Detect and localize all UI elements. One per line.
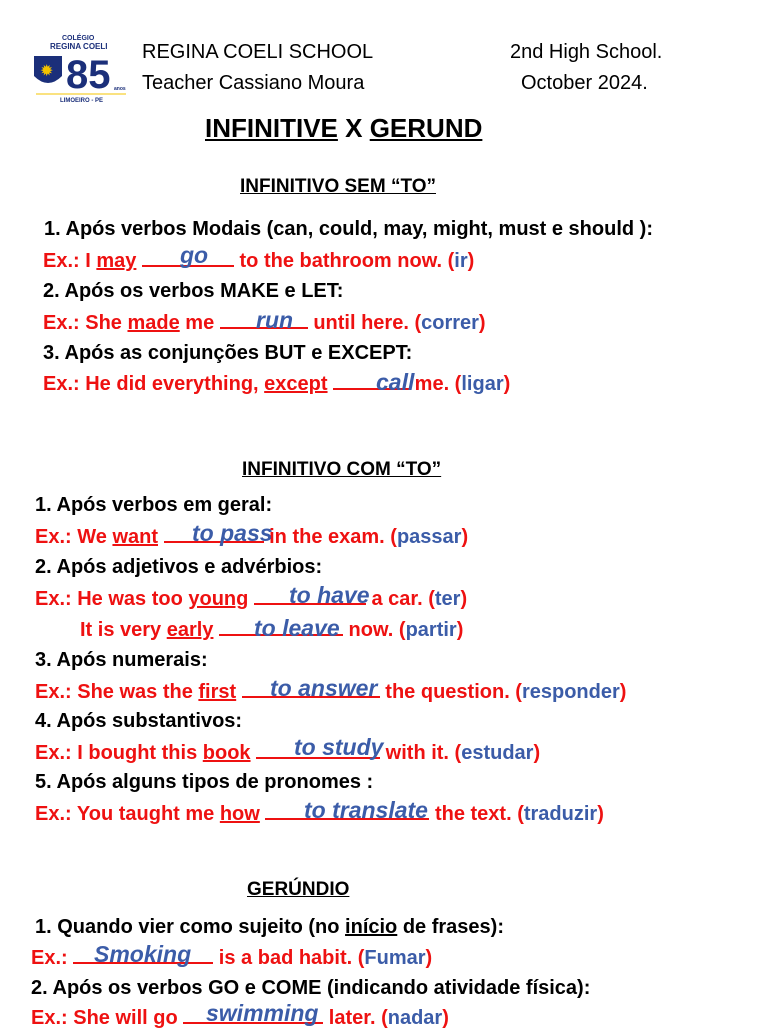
date-label: October 2024.: [521, 72, 648, 94]
rule-general-verbs: 1. Após verbos em geral:: [35, 494, 273, 516]
title-separator: X: [337, 113, 370, 143]
example-swimming: Ex.: She will go later. (nadar): [31, 1007, 449, 1029]
rule-adjectives-adverbs: 2. Após adjetivos e advérbios:: [35, 556, 323, 578]
answer-to-study: to study: [294, 734, 384, 760]
title-infinitive: INFINITIVE: [205, 113, 338, 143]
example-want: Ex.: We want in the exam. (passar): [35, 526, 469, 548]
school-name: REGINA COELI SCHOOL: [142, 41, 374, 63]
example-how: Ex.: You taught me how the text. (traduzir): [35, 803, 604, 825]
example-first: Ex.: She was the first the question. (responder): [35, 681, 627, 703]
rule-go-come: 2. Após os verbos GO e COME (indicando atividade física):: [31, 977, 591, 999]
rule-make-let: 2. Após os verbos MAKE e LET:: [43, 280, 344, 302]
answer-run: run: [256, 307, 294, 333]
rule-but-except: 3. Após as conjunções BUT e EXCEPT:: [43, 342, 413, 364]
example-may: Ex.: I may to the bathroom now. (ir): [43, 250, 475, 272]
star-icon: ✹: [40, 61, 54, 80]
answer-to-translate: to translate: [304, 797, 428, 823]
logo-anos: anos: [114, 86, 126, 92]
example-made: Ex.: She made me until here. (correr): [43, 312, 486, 334]
example-smoking: Ex.: is a bad habit. (Fumar): [31, 947, 433, 969]
answer-call: call: [376, 369, 415, 395]
logo-text-colegio: COLÉGIO: [62, 35, 95, 42]
school-logo: [32, 32, 130, 104]
example-book: Ex.: I bought this book with it. (estudar): [35, 742, 541, 764]
answer-go: go: [180, 242, 209, 268]
logo-anniversary: 85: [66, 53, 111, 97]
section-heading-infinitive-without-to: INFINITIVO SEM “TO”: [240, 176, 436, 197]
section-heading-infinitive-with-to: INFINITIVO COM “TO”: [242, 459, 442, 480]
answer-smoking: Smoking: [94, 941, 192, 967]
teacher-name: Teacher Cassiano Moura: [142, 72, 365, 94]
example-young: Ex.: He was too young a car. (ter): [35, 588, 468, 610]
answer-to-answer: to answer: [270, 675, 378, 701]
answer-to-leave: to leave: [254, 615, 340, 641]
rule-numerals: 3. Após numerais:: [35, 649, 208, 671]
example-except: Ex.: He did everything, except me. (ligar): [43, 373, 511, 395]
rule-modals: 1. Após verbos Modais (can, could, may, might, must e should ):: [44, 218, 653, 240]
answer-to-have: to have: [289, 582, 370, 608]
logo-city: LIMOEIRO - PE: [60, 98, 104, 104]
section-heading-gerund: GERÚNDIO: [247, 879, 350, 900]
grade-label: 2nd High School.: [510, 41, 663, 63]
page-title: [205, 113, 482, 144]
rule-subject: 1. Quando vier como sujeito (no início de frases):: [35, 916, 504, 938]
rule-pronouns: 5. Após alguns tipos de pronomes :: [35, 771, 374, 793]
title-gerund: GERUND: [369, 113, 483, 143]
answer-swimming: swimming: [206, 1000, 319, 1026]
example-early: It is very early now. (partir): [80, 619, 464, 641]
logo-text-regina: REGINA COELI: [50, 42, 108, 51]
rule-nouns: 4. Após substantivos:: [35, 710, 243, 732]
answer-to-pass: to pass: [192, 520, 273, 546]
